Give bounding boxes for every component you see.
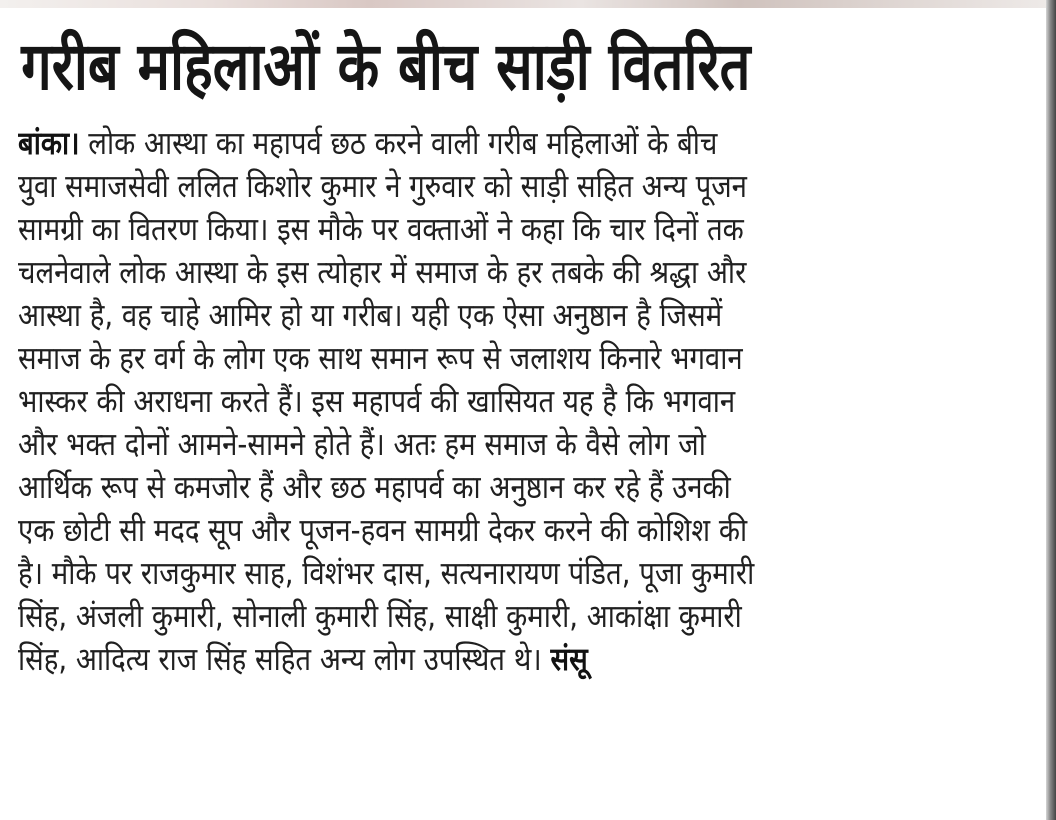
article-line-8: और भक्त दोनों आमने-सामने होते हैं। अतः हम समाज के वैसे लोग जो — [18, 425, 706, 463]
article-line-13 — [18, 638, 882, 681]
page-right-edge-shadow — [1046, 0, 1056, 820]
dateline: बांका। — [18, 124, 80, 162]
article-line-3: सामग्री का वितरण किया। इस मौके पर वक्ताओं ने कहा कि चार दिनों तक — [18, 210, 744, 248]
article-line-9: आर्थिक रूप से कमजोर हैं और छठ महापर्व का अनुष्ठान कर रहे हैं उनकी — [18, 468, 731, 506]
article-headline: गरीब महिलाओं के बीच साड़ी वितरित — [21, 28, 751, 105]
article-line-10: एक छोटी सी मदद सूप और पूजन-हवन सामग्री देकर करने की कोशिश की — [18, 511, 748, 549]
article-line-1 — [18, 122, 882, 165]
article-body — [18, 122, 1023, 681]
article-line-5: आस्था है, वह चाहे आमिर हो या गरीब। यही एक ऐसा अनुष्ठान है जिसमें — [18, 296, 723, 334]
photo-strip-top-edge — [0, 0, 1056, 8]
article-line-13-text: सिंह, आदित्य राज सिंह सहित अन्य लोग उपस्थित थे। — [18, 640, 551, 678]
byline-credit: संसू — [550, 640, 588, 678]
article-line-7: भास्कर की अराधना करते हैं। इस महापर्व की खासियत यह है कि भगवान — [18, 382, 736, 420]
article-line-1-text: लोक आस्था का महापर्व छठ करने वाली गरीब महिलाओं के बीच — [79, 124, 718, 162]
article-line-11: है। मौके पर राजकुमार साह, विशंभर दास, सत्यनारायण पंडित, पूजा कुमारी — [18, 554, 755, 592]
article-line-4: चलनेवाले लोक आस्था के इस त्योहार में समाज के हर तबके की श्रद्धा और — [18, 253, 747, 291]
article-line-12: सिंह, अंजली कुमारी, सोनाली कुमारी सिंह, साक्षी कुमारी, आकांक्षा कुमारी — [18, 597, 742, 635]
article-line-2: युवा समाजसेवी ललित किशोर कुमार ने गुरुवार को साड़ी सहित अन्य पूजन — [18, 167, 747, 205]
news-article — [18, 24, 1023, 804]
article-line-6: समाज के हर वर्ग के लोग एक साथ समान रूप से जलाशय किनारे भगवान — [18, 339, 743, 377]
